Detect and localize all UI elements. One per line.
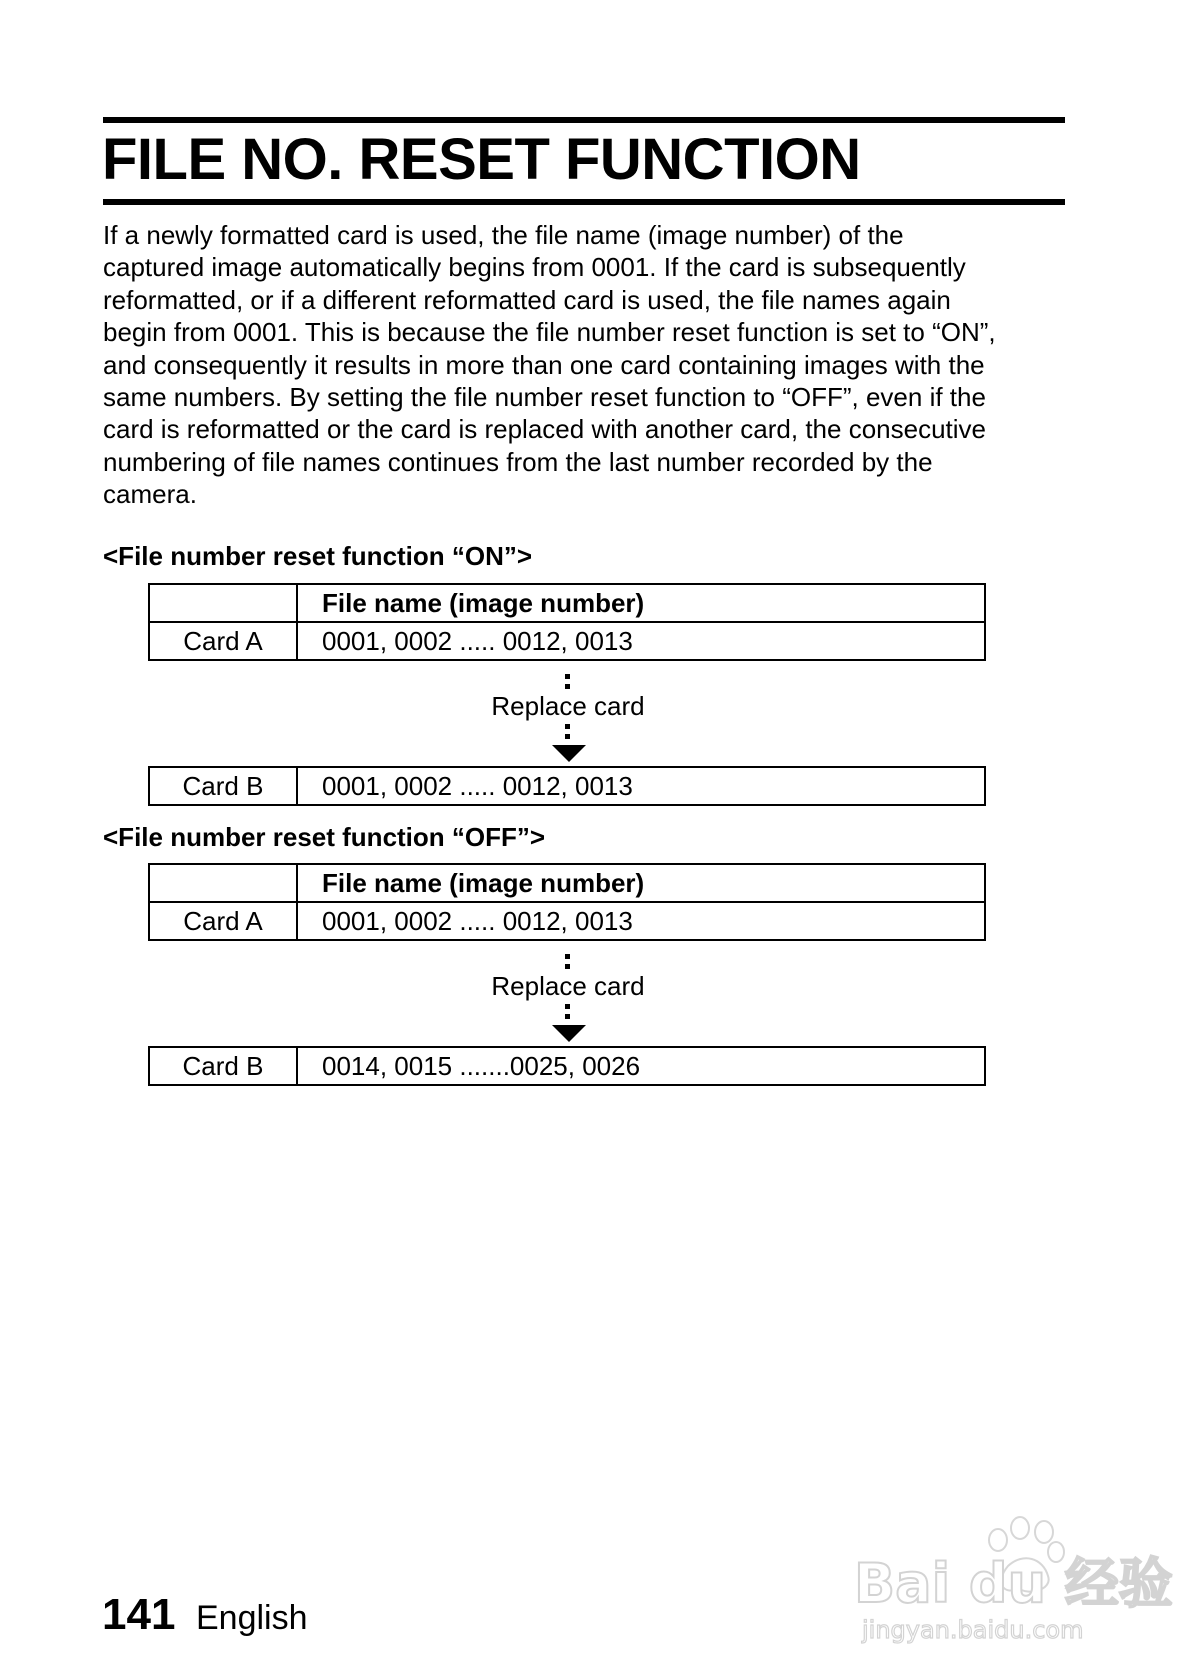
page-title: FILE NO. RESET FUNCTION	[102, 127, 861, 192]
section-on-table-card-b	[148, 766, 986, 806]
intro-line: camera.	[103, 479, 197, 510]
baidu-watermark-icon	[848, 1510, 1173, 1650]
card-b-label: Card B	[149, 767, 297, 805]
table-row	[149, 1047, 985, 1085]
arrow-down-icon	[552, 745, 586, 762]
card-a-value: 0001, 0002 ..... 0012, 0013	[297, 902, 985, 940]
intro-line: captured image automatically begins from 0001. If the card is subsequently	[103, 252, 966, 283]
table-row	[149, 767, 985, 805]
replace-card-flow-on	[448, 672, 688, 764]
section-on-heading: <File number reset function “ON”>	[103, 541, 533, 571]
replace-card-label: Replace card	[491, 691, 645, 721]
section-on-table-card-a	[148, 583, 986, 661]
card-b-value: 0001, 0002 ..... 0012, 0013	[297, 767, 985, 805]
table-header-row	[149, 584, 985, 622]
dot	[565, 724, 570, 729]
arrow-down-icon	[552, 1025, 586, 1042]
title-rule-bottom	[103, 199, 1065, 205]
replace-card-flow-off	[448, 952, 688, 1044]
section-off-table-card-a	[148, 863, 986, 941]
intro-line: If a newly formatted card is used, the file name (image number) of the	[103, 220, 904, 250]
section-off-heading: <File number reset function “OFF”>	[103, 822, 546, 852]
card-b-label: Card B	[149, 1047, 297, 1085]
card-a-label: Card A	[149, 622, 297, 660]
intro-paragraph	[103, 219, 1073, 511]
table-header-row	[149, 864, 985, 902]
title-rule-top	[103, 117, 1065, 123]
section-off-table-card-b	[148, 1046, 986, 1086]
replace-card-label: Replace card	[491, 971, 645, 1001]
table-row	[149, 622, 985, 660]
intro-line: same numbers. By setting the file number reset function to “OFF”, even if the	[103, 382, 986, 413]
table-header-cell: File name (image number)	[297, 864, 985, 902]
dot	[565, 964, 570, 969]
intro-line: begin from 0001. This is because the file number reset function is set to “ON”,	[103, 317, 996, 348]
dot	[565, 954, 570, 959]
page-language: English	[196, 1599, 308, 1637]
dot	[565, 684, 570, 689]
card-a-value: 0001, 0002 ..... 0012, 0013	[297, 622, 985, 660]
table-header-empty-cell	[149, 864, 297, 902]
intro-line: and consequently it results in more than one card containing images with the	[103, 349, 985, 380]
table-header-cell: File name (image number)	[297, 584, 985, 622]
dot	[565, 734, 570, 739]
dot	[565, 1014, 570, 1019]
dot	[565, 1004, 570, 1009]
watermark-brand: Bai du 经验	[854, 1552, 1173, 1615]
intro-line: reformatted, or if a different reformatted card is used, the file names again	[103, 284, 951, 315]
intro-line: card is reformatted or the card is replaced with another card, the consecutive	[103, 414, 986, 445]
dot	[565, 674, 570, 679]
page-number: 141	[102, 1590, 176, 1639]
card-b-value: 0014, 0015 .......0025, 0026	[297, 1047, 985, 1085]
card-a-label: Card A	[149, 902, 297, 940]
table-row	[149, 902, 985, 940]
intro-line: numbering of file names continues from the last number recorded by the	[103, 446, 933, 477]
watermark-url: jingyan.baidu.com	[862, 1616, 1084, 1644]
table-header-empty-cell	[149, 584, 297, 622]
